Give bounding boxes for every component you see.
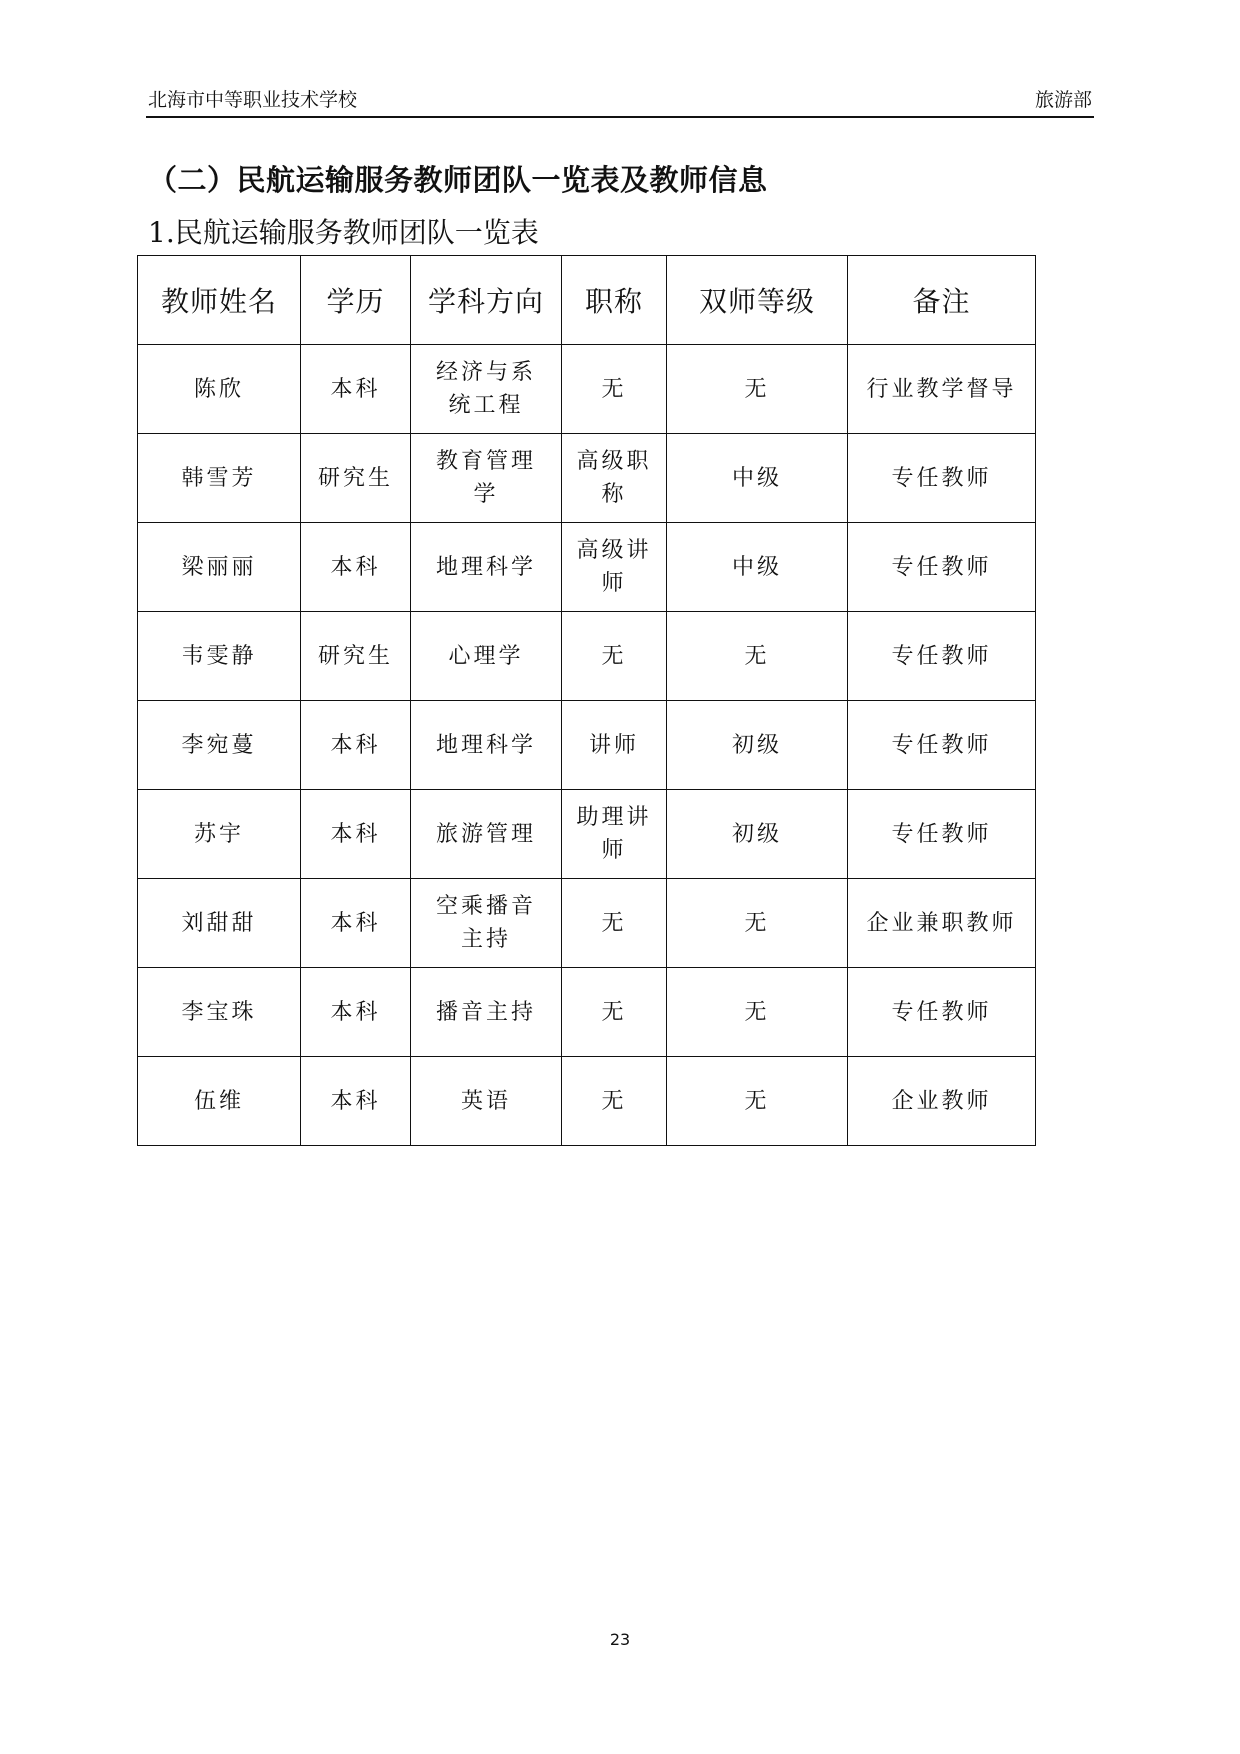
cell-remarks: 行业教学督导 xyxy=(848,345,1036,434)
table-row xyxy=(138,523,1036,612)
cell-dual-level: 无 xyxy=(667,345,848,434)
cell-remarks: 专任教师 xyxy=(848,612,1036,701)
cell-name: 刘甜甜 xyxy=(138,879,301,968)
header-department: 旅游部 xyxy=(1034,89,1092,111)
cell-discipline: 心理学 xyxy=(411,612,562,701)
cell-title: 无 xyxy=(562,345,667,434)
cell-discipline: 地理科学 xyxy=(411,701,562,790)
cell-education: 研究生 xyxy=(301,612,411,701)
cell-discipline: 教育管理学 xyxy=(411,434,562,523)
cell-remarks: 专任教师 xyxy=(848,968,1036,1057)
table-header-row xyxy=(138,256,1036,345)
table-row xyxy=(138,612,1036,701)
cell-education: 研究生 xyxy=(301,434,411,523)
cell-title: 无 xyxy=(562,1057,667,1146)
cell-name: 伍维 xyxy=(138,1057,301,1146)
cell-discipline: 播音主持 xyxy=(411,968,562,1057)
table-row xyxy=(138,434,1036,523)
cell-dual-level: 中级 xyxy=(667,523,848,612)
table-row xyxy=(138,701,1036,790)
column-header-title: 职称 xyxy=(562,256,667,345)
table-row xyxy=(138,790,1036,879)
cell-discipline: 经济与系统工程 xyxy=(411,345,562,434)
cell-dual-level: 无 xyxy=(667,879,848,968)
cell-discipline: 空乘播音主持 xyxy=(411,879,562,968)
cell-discipline: 英语 xyxy=(411,1057,562,1146)
cell-education: 本科 xyxy=(301,345,411,434)
cell-remarks: 专任教师 xyxy=(848,790,1036,879)
cell-name: 梁丽丽 xyxy=(138,523,301,612)
cell-education: 本科 xyxy=(301,790,411,879)
section-title: （二）民航运输服务教师团队一览表及教师信息 xyxy=(148,163,768,197)
cell-name: 陈欣 xyxy=(138,345,301,434)
header-school-name: 北海市中等职业技术学校 xyxy=(148,89,358,111)
table-title: 1.民航运输服务教师团队一览表 xyxy=(148,216,539,249)
cell-remarks: 专任教师 xyxy=(848,523,1036,612)
cell-dual-level: 无 xyxy=(667,612,848,701)
cell-discipline: 地理科学 xyxy=(411,523,562,612)
cell-name: 李宝珠 xyxy=(138,968,301,1057)
cell-education: 本科 xyxy=(301,879,411,968)
cell-name: 苏宇 xyxy=(138,790,301,879)
cell-remarks: 企业兼职教师 xyxy=(848,879,1036,968)
column-header-education: 学历 xyxy=(301,256,411,345)
cell-remarks: 专任教师 xyxy=(848,434,1036,523)
cell-name: 韩雪芳 xyxy=(138,434,301,523)
table-row xyxy=(138,879,1036,968)
header-divider xyxy=(146,116,1094,118)
cell-title: 无 xyxy=(562,968,667,1057)
page-number: 23 xyxy=(609,1630,631,1649)
cell-education: 本科 xyxy=(301,1057,411,1146)
cell-name: 韦雯静 xyxy=(138,612,301,701)
column-header-name: 教师姓名 xyxy=(138,256,301,345)
cell-remarks: 企业教师 xyxy=(848,1057,1036,1146)
cell-education: 本科 xyxy=(301,523,411,612)
column-header-remarks: 备注 xyxy=(848,256,1036,345)
cell-name: 李宛蔓 xyxy=(138,701,301,790)
table-row xyxy=(138,345,1036,434)
cell-title: 助理讲师 xyxy=(562,790,667,879)
cell-dual-level: 初级 xyxy=(667,701,848,790)
cell-dual-level: 初级 xyxy=(667,790,848,879)
table-row xyxy=(138,1057,1036,1146)
table-row xyxy=(138,968,1036,1057)
cell-title: 无 xyxy=(562,612,667,701)
cell-remarks: 专任教师 xyxy=(848,701,1036,790)
cell-dual-level: 无 xyxy=(667,968,848,1057)
cell-title: 高级讲师 xyxy=(562,523,667,612)
cell-dual-level: 中级 xyxy=(667,434,848,523)
cell-title: 讲师 xyxy=(562,701,667,790)
cell-dual-level: 无 xyxy=(667,1057,848,1146)
cell-title: 高级职称 xyxy=(562,434,667,523)
cell-discipline: 旅游管理 xyxy=(411,790,562,879)
cell-title: 无 xyxy=(562,879,667,968)
teacher-team-table xyxy=(137,255,1036,1146)
cell-education: 本科 xyxy=(301,701,411,790)
column-header-dual-level: 双师等级 xyxy=(667,256,848,345)
column-header-discipline: 学科方向 xyxy=(411,256,562,345)
cell-education: 本科 xyxy=(301,968,411,1057)
